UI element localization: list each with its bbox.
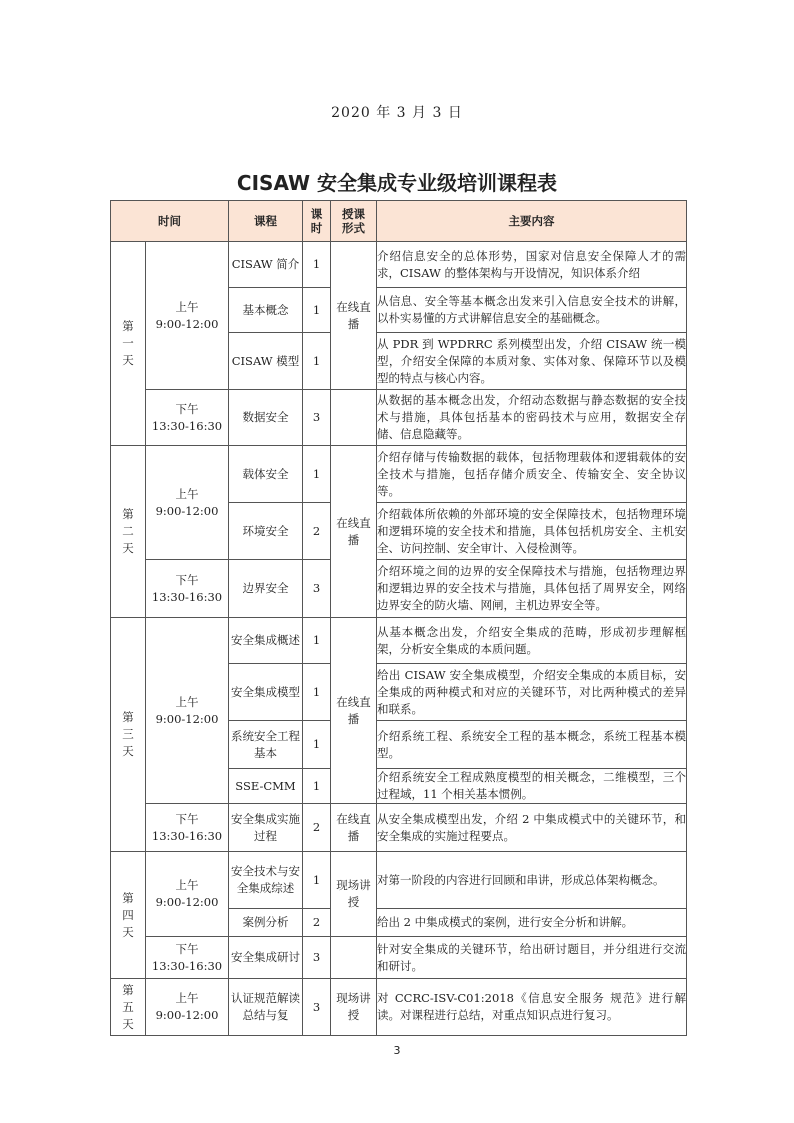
method-cell: 在线直播 [331,446,377,618]
day-cell: 第 三 天 [111,618,146,852]
content-cell: 从基本概念出发，介绍安全集成的范畴，形成初步理解框架，分析安全集成的本质问题。 [377,618,687,664]
content-cell: 对 CCRC-ISV-C01:2018《信息安全服务 规范》进行解读。对课程进行总结，对重点知识点进行复习。 [377,979,687,1036]
content-cell: 从信息、安全等基本概念出发来引入信息安全技术的讲解，以朴实易懂的方式讲解信息安全的基础概念。 [377,288,687,333]
course-cell: 认证规范解读 总结与复 [229,979,303,1036]
header-course: 课程 [229,201,303,242]
header-hours: 课 时 [303,201,331,242]
course-cell: 安全集成实施过程 [229,804,303,852]
time-cell: 上午 9:00-12:00 [146,446,229,560]
table-row [111,446,687,503]
day-cell: 第 四 天 [111,852,146,979]
table-row [111,390,687,446]
table-header-row [111,201,687,242]
course-cell: 安全集成研讨 [229,937,303,979]
table-row [111,804,687,852]
hours-cell: 1 [303,618,331,664]
content-cell: 对第一阶段的内容进行回顾和串讲，形成总体架构概念。 [377,852,687,909]
content-cell: 从数据的基本概念出发，介绍动态数据与静态数据的安全技术与措施，具体包括基本的密码技术与应用，数据安全存储、信息隐藏等。 [377,390,687,446]
time-cell: 下午 13:30-16:30 [146,560,229,618]
content-cell: 针对安全集成的关键环节，给出研讨题目，并分组进行交流和研讨。 [377,937,687,979]
method-cell: 在线直播 [331,618,377,804]
hours-cell: 1 [303,446,331,503]
course-cell: 安全集成模型 [229,664,303,721]
course-cell: CISAW 简介 [229,242,303,288]
hours-cell: 1 [303,664,331,721]
time-cell: 上午 9:00-12:00 [146,852,229,937]
hours-cell: 2 [303,909,331,937]
hours-cell: 3 [303,979,331,1036]
hours-cell: 3 [303,560,331,618]
hours-cell: 2 [303,503,331,560]
course-cell: CISAW 模型 [229,333,303,390]
time-cell: 上午 9:00-12:00 [146,979,229,1036]
course-cell: SSE-CMM [229,769,303,804]
table-row [111,852,687,909]
hours-cell: 1 [303,769,331,804]
content-cell: 介绍系统工程、系统安全工程的基本概念，系统工程基本模型。 [377,721,687,769]
content-cell: 给出 2 中集成模式的案例，进行安全分析和讲解。 [377,909,687,937]
course-cell: 环境安全 [229,503,303,560]
schedule-table [110,200,687,1036]
method-cell: 在线直播 [331,804,377,852]
content-cell: 介绍存储与传输数据的载体，包括物理载体和逻辑载体的安全技术与措施，包括存储介质安全、传输安全、安全协议等。 [377,446,687,503]
method-cell: 现场讲授 [331,979,377,1036]
content-cell: 从 PDR 到 WPDRRC 系列模型出发，介绍 CISAW 统一模型，介绍安全保障的本质对象、实体对象、保障环节以及模型的特点与核心内容。 [377,333,687,390]
course-cell: 安全集成概述 [229,618,303,664]
table-row [111,242,687,288]
header-content: 主要内容 [377,201,687,242]
content-cell: 介绍环境之间的边界的安全保障技术与措施，包括物理边界和逻辑边界的安全技术与措施，具体包括了周界安全，网络边界安全的防火墙、网闸，主机边界安全等。 [377,560,687,618]
content-cell: 介绍信息安全的总体形势，国家对信息安全保障人才的需求，CISAW 的整体架构与开设情况，知识体系介绍 [377,242,687,288]
hours-cell: 2 [303,804,331,852]
course-cell: 系统安全工程基本 [229,721,303,769]
method-cell: 在线直播 [331,242,377,390]
content-cell: 从安全集成模型出发，介绍 2 中集成模式中的关键环节，和安全集成的实施过程要点。 [377,804,687,852]
time-cell: 下午 13:30-16:30 [146,804,229,852]
header-time: 时间 [111,201,229,242]
content-cell: 介绍载体所依赖的外部环境的安全保障技术，包括物理环境和逻辑环境的安全技术和措施，具体包括机房安全、主机安全、访问控制、安全审计、入侵检测等。 [377,503,687,560]
course-cell: 载体安全 [229,446,303,503]
table-row [111,979,687,1036]
day-cell: 第 二 天 [111,446,146,618]
hours-cell: 3 [303,937,331,979]
hours-cell: 1 [303,242,331,288]
day-cell: 第 五 天 [111,979,146,1036]
time-cell: 上午 9:00-12:00 [146,242,229,390]
day-cell: 第 一 天 [111,242,146,446]
course-cell: 边界安全 [229,560,303,618]
table-row [111,618,687,664]
hours-cell: 1 [303,852,331,909]
method-cell [331,937,377,979]
header-method: 授课 形式 [331,201,377,242]
hours-cell: 1 [303,721,331,769]
content-cell: 给出 CISAW 安全集成模型，介绍安全集成的本质目标，安全集成的两种模式和对应的关键环节，对比两种模式的差异和联系。 [377,664,687,721]
course-cell: 基本概念 [229,288,303,333]
hours-cell: 3 [303,390,331,446]
document-date: 2020 年 3 月 3 日 [331,105,463,121]
time-cell: 上午 9:00-12:00 [146,618,229,804]
page-number: 3 [393,1044,401,1057]
table-row [111,560,687,618]
course-cell: 安全技术与安全集成综述 [229,852,303,909]
method-cell [331,390,377,446]
time-cell: 下午 13:30-16:30 [146,390,229,446]
course-cell: 数据安全 [229,390,303,446]
course-cell: 案例分析 [229,909,303,937]
hours-cell: 1 [303,288,331,333]
page-title: CISAW 安全集成专业级培训课程表 [236,171,558,195]
table-row [111,937,687,979]
time-cell: 下午 13:30-16:30 [146,937,229,979]
hours-cell: 1 [303,333,331,390]
method-cell: 现场讲授 [331,852,377,937]
content-cell: 介绍系统安全工程成熟度模型的相关概念，二维模型，三个过程域，11 个相关基本惯例。 [377,769,687,804]
